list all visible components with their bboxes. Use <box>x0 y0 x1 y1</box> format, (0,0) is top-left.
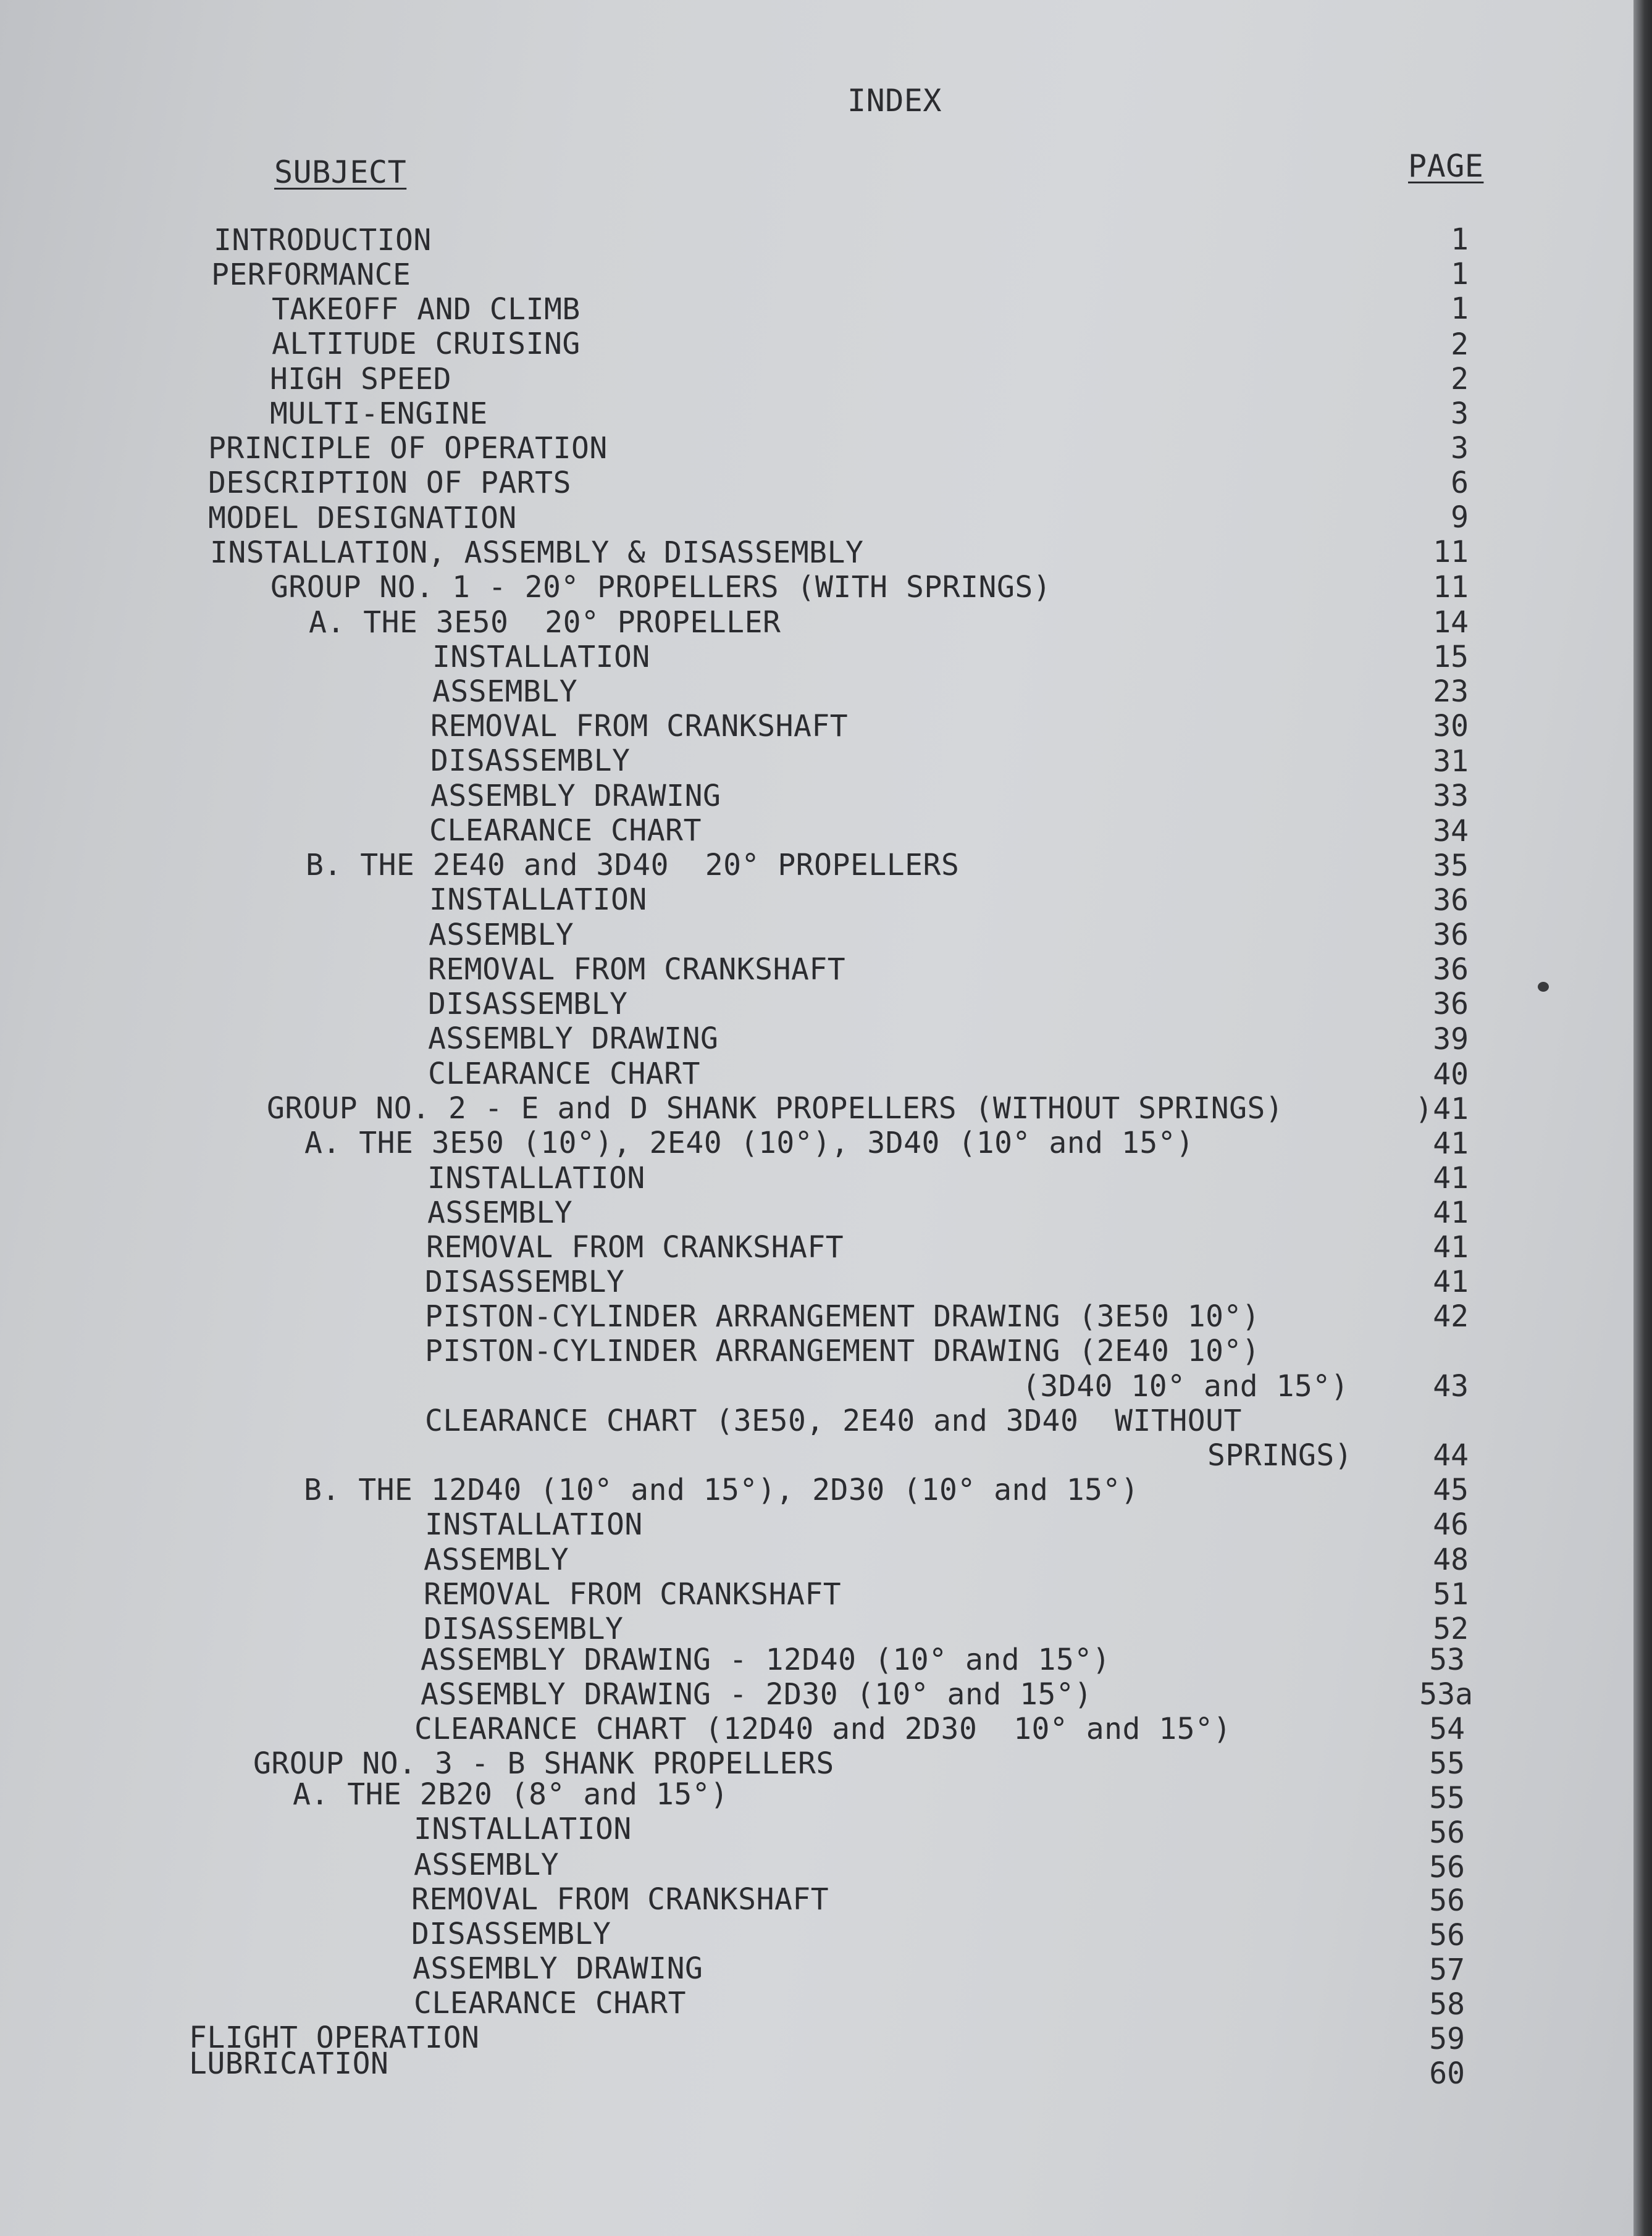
index-entry: GROUP NO. 1 - 20° PROPELLERS (WITH SPRINGS) <box>270 570 1052 605</box>
index-entry: SPRINGS) <box>1207 1438 1353 1473</box>
page-number: 41 <box>1433 1230 1469 1265</box>
index-entry: INSTALLATION <box>432 640 650 674</box>
page-number: 41 <box>1433 1195 1469 1230</box>
page-number: 3 <box>1451 396 1469 431</box>
index-entry: REMOVAL FROM CRANKSHAFT <box>424 1577 842 1612</box>
index-entry: INSTALLATION, ASSEMBLY & DISASSEMBLY <box>210 535 864 570</box>
page-number: 48 <box>1433 1543 1469 1577</box>
index-entry: ASSEMBLY <box>424 1543 569 1577</box>
index-entry: ASSEMBLY <box>414 1848 560 1882</box>
page-number: 41 <box>1433 1265 1469 1299</box>
index-entry: INSTALLATION <box>427 1161 645 1195</box>
index-entry: DISASSEMBLY <box>424 1612 624 1646</box>
page-number: 41 <box>1433 1161 1469 1195</box>
index-entry: TAKEOFF AND CLIMB <box>272 292 581 327</box>
index-entry: ASSEMBLY DRAWING - 12D40 (10° and 15°) <box>421 1643 1111 1677</box>
page-number: 30 <box>1433 709 1469 743</box>
page-header: PAGE <box>1408 148 1484 184</box>
page-number: )41 <box>1415 1092 1469 1126</box>
page-number: 55 <box>1429 1746 1465 1781</box>
page-number: 31 <box>1433 744 1469 779</box>
page-number: 11 <box>1433 535 1469 569</box>
paper-speck <box>1538 982 1549 992</box>
index-entry: ASSEMBLY <box>427 1195 573 1230</box>
index-entry: MODEL DESIGNATION <box>208 501 517 535</box>
page-number: 36 <box>1433 918 1469 952</box>
page-number: 54 <box>1429 1712 1465 1746</box>
page-number: 14 <box>1433 605 1469 640</box>
page-number: 1 <box>1451 222 1469 257</box>
page-number: 34 <box>1433 814 1469 848</box>
page-number: 23 <box>1433 674 1469 709</box>
index-entry: INTRODUCTION <box>214 223 432 258</box>
page-number: 36 <box>1433 883 1469 918</box>
page-number: 55 <box>1429 1781 1465 1815</box>
index-entry: LUBRICATION <box>189 2046 389 2081</box>
page-number: 51 <box>1433 1577 1469 1612</box>
index-entry: MULTI-ENGINE <box>270 396 488 431</box>
page-number: 53 <box>1429 1643 1465 1677</box>
index-entry: A. THE 2B20 (8° and 15°) <box>293 1777 729 1812</box>
page-number: 42 <box>1433 1299 1469 1334</box>
index-entry: REMOVAL FROM CRANKSHAFT <box>428 952 846 987</box>
page-number: 2 <box>1451 362 1469 396</box>
index-entry: DISASSEMBLY <box>430 743 631 778</box>
page-number: 39 <box>1433 1022 1469 1057</box>
index-entry: B. THE 12D40 (10° and 15°), 2D30 (10° and 15°) <box>304 1473 1139 1507</box>
index-entry: ASSEMBLY DRAWING <box>428 1021 719 1056</box>
page-number: 43 <box>1433 1369 1469 1404</box>
page-number: 1 <box>1451 257 1469 291</box>
index-entry: PRINCIPLE OF OPERATION <box>208 431 608 466</box>
index-title: INDEX <box>847 83 942 119</box>
index-entry: CLEARANCE CHART <box>414 1986 686 2020</box>
index-entry: REMOVAL FROM CRANKSHAFT <box>430 709 849 743</box>
page-number: 56 <box>1429 1883 1465 1918</box>
index-entry: A. THE 3E50 20° PROPELLER <box>309 605 781 640</box>
index-entry: REMOVAL FROM CRANKSHAFT <box>426 1230 844 1265</box>
index-entry: GROUP NO. 2 - E and D SHANK PROPELLERS (WITHOUT SPRINGS) <box>267 1091 1284 1126</box>
index-entry: CLEARANCE CHART <box>429 813 702 848</box>
index-entry: PERFORMANCE <box>211 258 411 292</box>
index-entry: DISASSEMBLY <box>411 1917 611 1951</box>
page-number: 41 <box>1433 1126 1469 1161</box>
page-number: 44 <box>1433 1438 1469 1473</box>
page-number: 36 <box>1433 952 1469 987</box>
page-number: 58 <box>1429 1987 1465 2022</box>
index-entry: DISASSEMBLY <box>428 987 628 1021</box>
page-number: 6 <box>1451 466 1469 500</box>
index-entry: ASSEMBLY <box>432 674 578 709</box>
index-entry: A. THE 3E50 (10°), 2E40 (10°), 3D40 (10° and 15°) <box>304 1126 1194 1160</box>
page-number: 59 <box>1429 2022 1465 2056</box>
index-entry: CLEARANCE CHART (3E50, 2E40 and 3D40 WITHOUT <box>425 1404 1242 1438</box>
index-entry: DISASSEMBLY <box>425 1265 625 1299</box>
index-entry: PISTON-CYLINDER ARRANGEMENT DRAWING (3E50 10°) <box>425 1299 1260 1334</box>
index-entry: ALTITUDE CRUISING <box>272 327 581 361</box>
page-number: 46 <box>1433 1507 1469 1542</box>
page-number: 57 <box>1429 1953 1465 1987</box>
page-number: 56 <box>1429 1850 1465 1885</box>
index-entry: ASSEMBLY <box>429 918 574 952</box>
subject-header: SUBJECT <box>274 154 407 190</box>
index-entry: ASSEMBLY DRAWING <box>430 779 721 813</box>
index-entry: CLEARANCE CHART (12D40 and 2D30 10° and 15°) <box>414 1712 1231 1746</box>
page-number: 1 <box>1451 291 1469 326</box>
index-entry: ASSEMBLY DRAWING <box>413 1951 703 1986</box>
page-number: 56 <box>1429 1815 1465 1850</box>
page-number: 9 <box>1451 500 1469 535</box>
page-number: 53a <box>1419 1677 1473 1712</box>
page-number: 45 <box>1433 1473 1469 1507</box>
page-number: 56 <box>1429 1918 1465 1953</box>
index-entry: HIGH SPEED <box>270 362 451 396</box>
page-number: 52 <box>1433 1612 1469 1646</box>
index-entry: REMOVAL FROM CRANKSHAFT <box>411 1882 829 1917</box>
index-entry: DESCRIPTION OF PARTS <box>208 466 571 500</box>
index-entry: CLEARANCE CHART <box>428 1057 700 1091</box>
page-number: 36 <box>1433 987 1469 1021</box>
page-number: 11 <box>1433 570 1469 605</box>
page-number: 33 <box>1433 779 1469 813</box>
page-number: 40 <box>1433 1057 1469 1092</box>
index-entry: INSTALLATION <box>429 882 647 917</box>
index-entry: FLIGHT OPERATION <box>189 2020 480 2055</box>
index-entry: (3D40 10° and 15°) <box>1022 1369 1349 1404</box>
page-number: 35 <box>1433 848 1469 883</box>
index-entry: INSTALLATION <box>425 1507 643 1542</box>
index-entry: B. THE 2E40 and 3D40 20° PROPELLERS <box>306 848 960 882</box>
page-edge-shadow <box>1633 0 1652 2236</box>
index-entry: PISTON-CYLINDER ARRANGEMENT DRAWING (2E40 10°) <box>425 1334 1260 1368</box>
index-entry: INSTALLATION <box>414 1812 632 1846</box>
page-number: 3 <box>1451 431 1469 466</box>
index-entry: ASSEMBLY DRAWING - 2D30 (10° and 15°) <box>421 1677 1092 1712</box>
page-number: 2 <box>1451 327 1469 362</box>
page-number: 60 <box>1429 2056 1465 2091</box>
index-entry: GROUP NO. 3 - B SHANK PROPELLERS <box>253 1746 834 1781</box>
page-number: 15 <box>1433 640 1469 674</box>
